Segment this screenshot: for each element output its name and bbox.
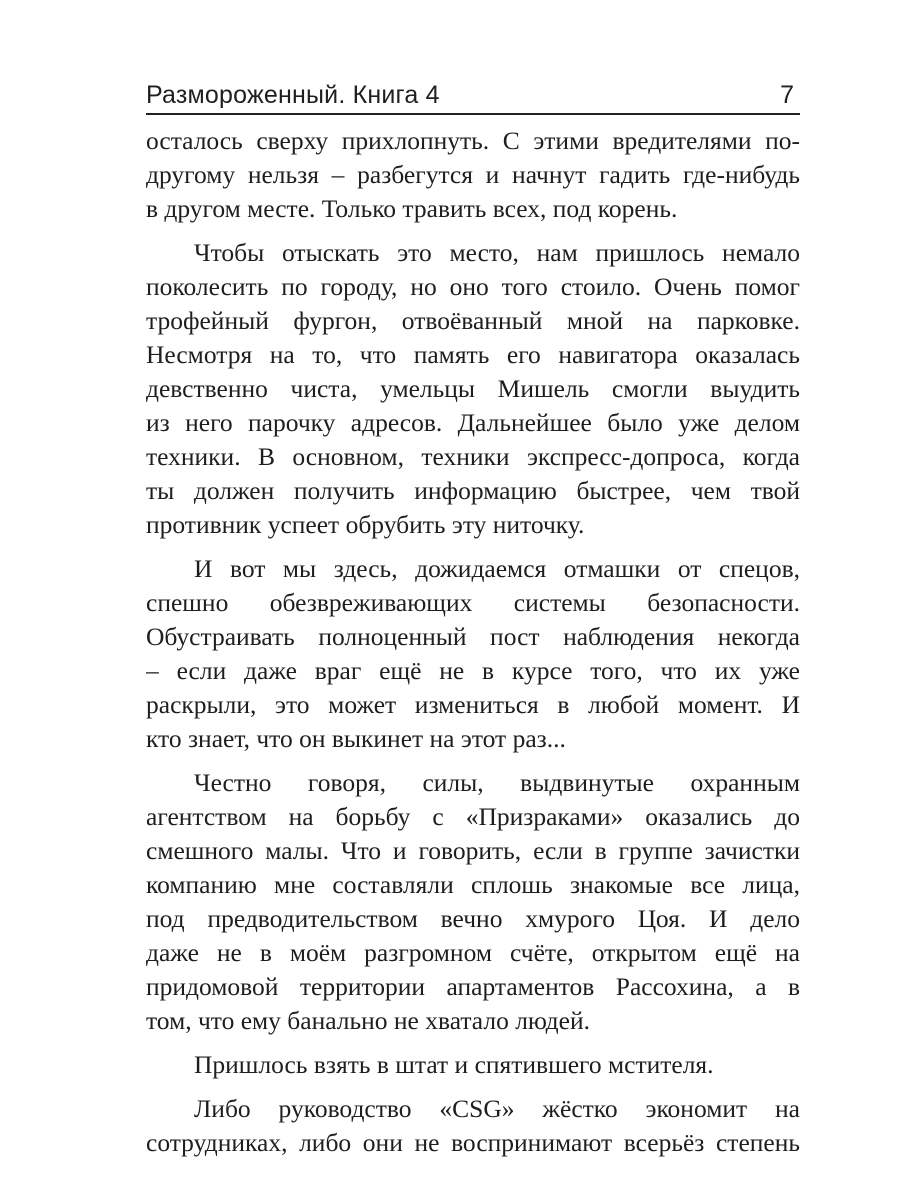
text-line: из него парочку адресов. Дальнейшее было уже делом — [146, 408, 800, 437]
paragraph-gap — [146, 1038, 800, 1048]
paragraph — [146, 236, 800, 542]
text-line: в другом месте. Только травить всех, под корень. — [146, 194, 678, 223]
text-line: противник успеет обрубить эту ниточку. — [146, 510, 585, 539]
text-line: Чтобы отыскать это место, нам пришлось немало — [194, 238, 800, 267]
paragraph — [146, 1092, 800, 1160]
text-line: смешного малы. Что и говорить, если в группе зачистки — [146, 836, 800, 865]
paragraph — [146, 1048, 800, 1082]
text-line: И вот мы здесь, дожидаемся отмашки от спецов, — [194, 554, 800, 583]
body-text — [146, 124, 800, 1160]
text-line: под предводительством вечно хмурого Цоя. И дело — [146, 904, 800, 933]
paragraph — [146, 552, 800, 756]
text-line: другому нельзя – разбегутся и начнут гадить где-нибудь — [146, 160, 800, 189]
text-line: Обустраивать полноценный пост наблюдения некогда — [146, 622, 800, 651]
paragraph-gap — [146, 542, 800, 552]
text-line: поколесить по городу, но оно того стоило. Очень помог — [146, 272, 800, 301]
paragraph — [146, 124, 800, 226]
text-line: Несмотря на то, что память его навигатора оказалась — [146, 340, 800, 369]
text-line: придомовой территории апартаментов Рассохина, а в — [146, 972, 800, 1001]
text-line: Честно говоря, силы, выдвинутые охранным — [194, 768, 800, 797]
page-number: 7 — [780, 81, 794, 109]
book-title: Размороженный. Книга 4 — [146, 81, 440, 109]
text-line: Пришлось взять в штат и спятившего мстителя. — [194, 1050, 714, 1079]
text-line: техники. В основном, техники экспресс-допроса, когда — [146, 442, 800, 471]
text-line: агентством на борьбу с «Призраками» оказались до — [146, 802, 800, 831]
running-head — [146, 78, 800, 112]
text-line: ты должен получить информацию быстрее, чем твой — [146, 476, 800, 505]
text-line: – если даже враг ещё не в курсе того, что их уже — [146, 656, 800, 685]
text-line: компанию мне составляли сплошь знакомые все лица, — [146, 870, 800, 899]
text-line: кто знает, что он выкинет на этот раз... — [146, 724, 566, 753]
paragraph — [146, 766, 800, 1038]
text-line: раскрыли, это может измениться в любой момент. И — [146, 690, 800, 719]
text-line: Либо руководство «CSG» жёстко экономит на — [194, 1094, 800, 1123]
text-line: том, что ему банально не хватало людей. — [146, 1006, 590, 1035]
paragraph-gap — [146, 756, 800, 766]
text-line: сотрудниках, либо они не воспринимают всерьёз степень — [146, 1128, 800, 1157]
text-line: трофейный фургон, отвоёванный мной на парковке. — [146, 306, 800, 335]
text-line: спешно обезвреживающих системы безопасности. — [146, 588, 800, 617]
text-line: осталось сверху прихлопнуть. С этими вредителями по- — [146, 126, 800, 155]
text-line: даже не в моём разгромном счёте, открытом ещё на — [146, 938, 800, 967]
paragraph-gap — [146, 1082, 800, 1092]
paragraph-gap — [146, 226, 800, 236]
text-line: девственно чиста, умельцы Мишель смогли выудить — [146, 374, 800, 403]
header-rule — [146, 113, 800, 115]
